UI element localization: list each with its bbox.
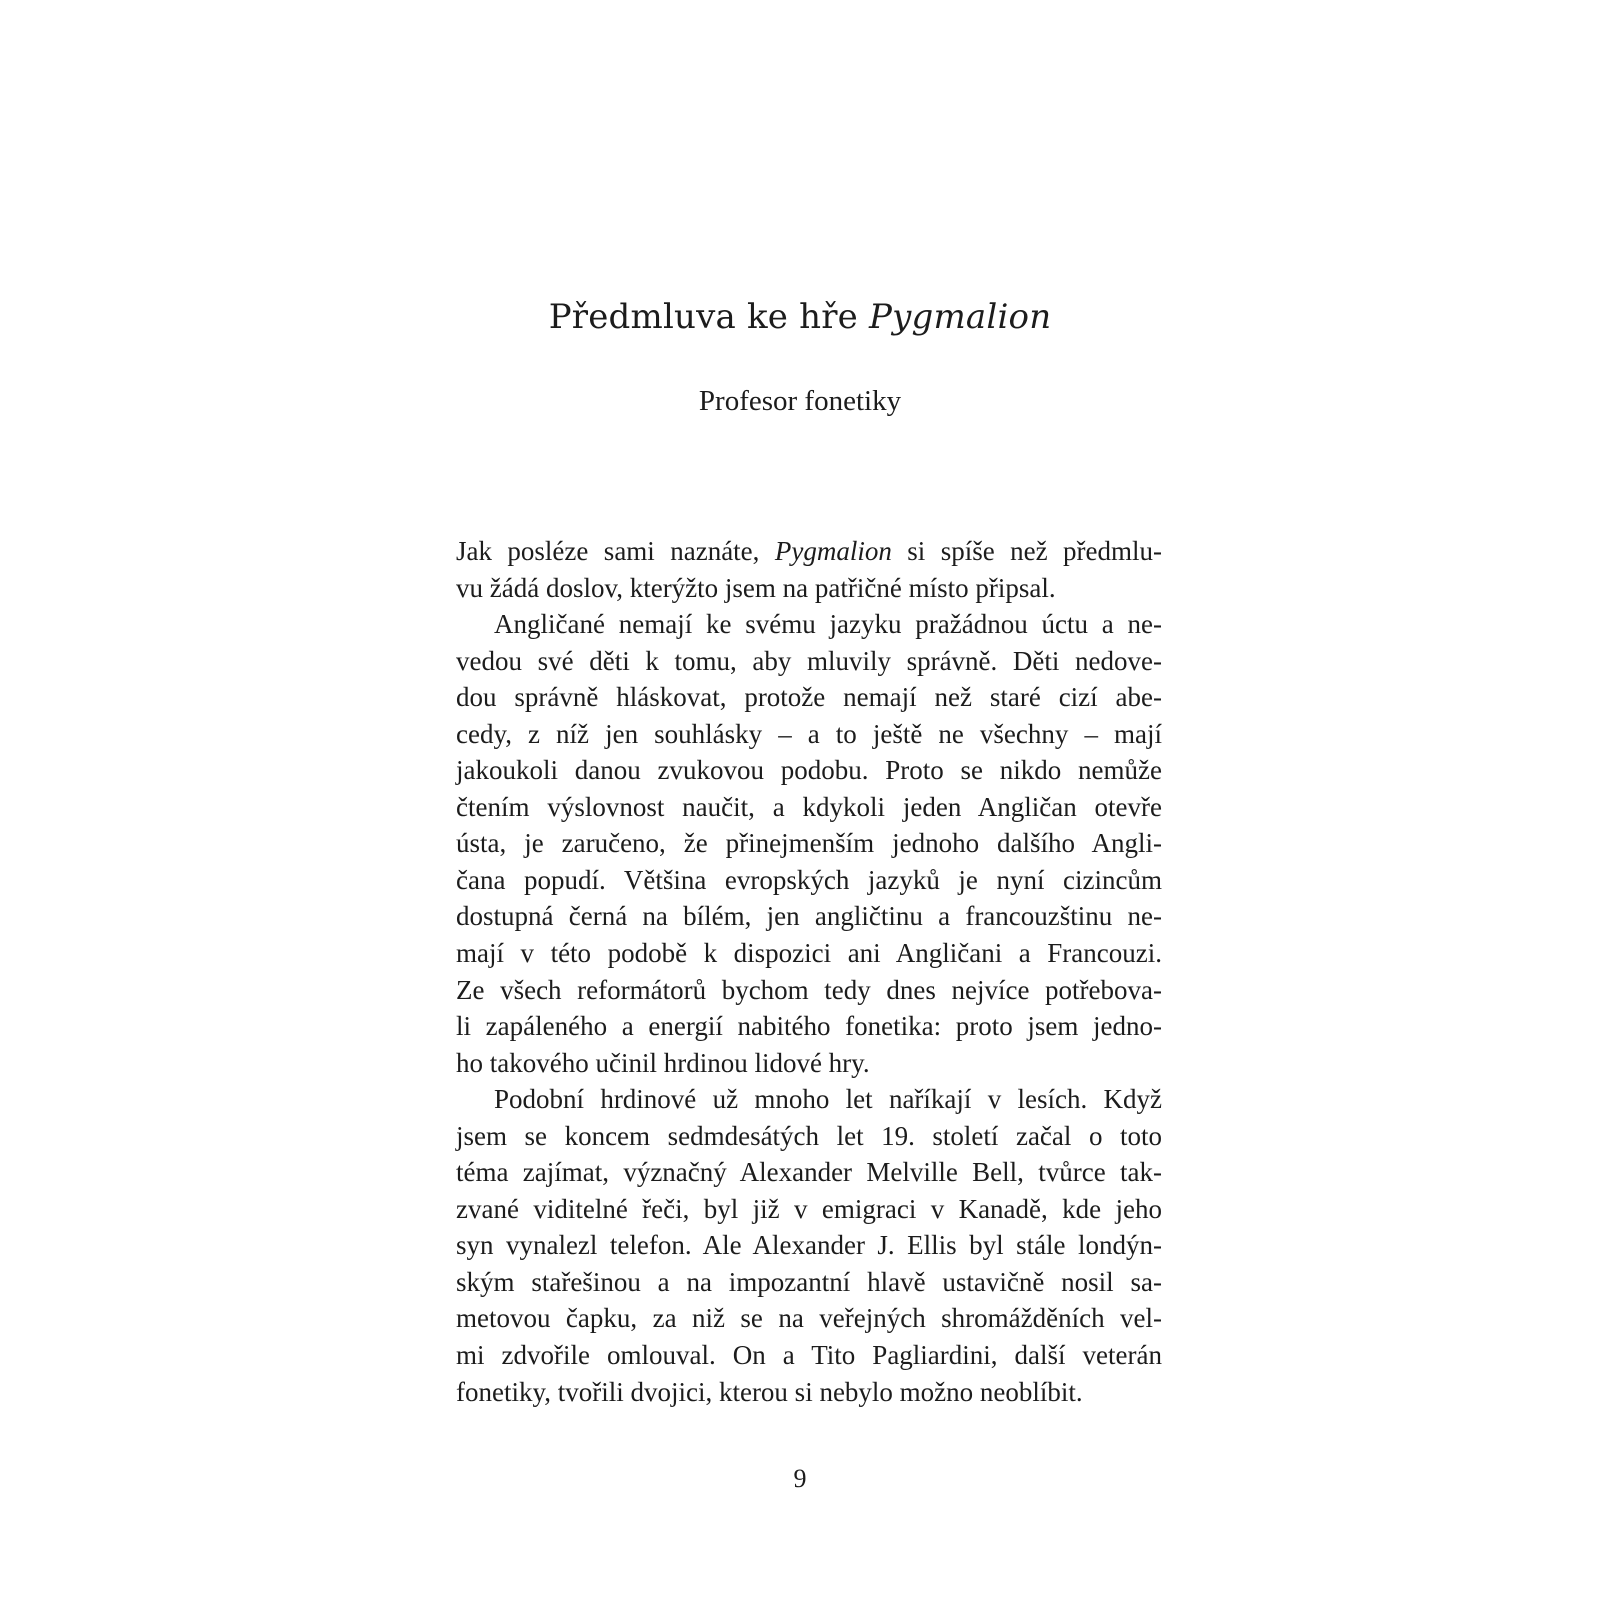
text-line: fonetiky, tvořili dvojici, kterou si nebylo možno neoblíbit.: [456, 1376, 1083, 1407]
text-line: vu žádá doslov, kterýžto jsem na patřičné místo připsal.: [456, 572, 1056, 603]
text-segment: Jak posléze sami naznáte,: [456, 536, 775, 566]
page-subtitle: Profesor fonetiky: [698, 385, 902, 417]
page-title: [0, 295, 1600, 339]
text-segment: si spíše než předmlu-: [891, 536, 1162, 566]
text-line: jakoukoli danou zvukovou podobu. Proto se nikdo nemůže: [456, 755, 1162, 786]
title-main: Předmluva ke hře: [548, 297, 859, 337]
text-line: syn vynalezl telefon. Ale Alexander J. Ellis byl stále londýn-: [456, 1230, 1162, 1261]
text-line: ho takového učinil hrdinou lidové hry.: [456, 1047, 870, 1078]
body-text: [456, 533, 1162, 1410]
text-line: téma zajímat, význačný Alexander Melville Bell, tvůrce tak-: [456, 1157, 1162, 1188]
text-line: vedou své děti k tomu, aby mluvily správně. Děti nedove-: [456, 645, 1162, 676]
text-line: li zapáleného a energií nabitého fonetika: proto jsem jedno-: [456, 1011, 1162, 1042]
text-line: čana popudí. Většina evropských jazyků je nyní cizincům: [456, 864, 1162, 895]
title-italic: Pygmalion: [869, 297, 1052, 337]
text-line: ským stařešinou a na impozantní hlavě ustavičně nosil sa-: [456, 1266, 1162, 1297]
text-line: čtením výslovnost naučit, a kdykoli jeden Angličan otevře: [456, 791, 1162, 822]
paragraph: [456, 1081, 1162, 1410]
text-line: mi zdvořile omlouval. On a Tito Pagliardini, další veterán: [456, 1340, 1162, 1371]
text-line: zvané viditelné řeči, byl již v emigraci v Kanadě, kde jeho: [456, 1193, 1162, 1224]
text-line: dostupná černá na bílém, jen angličtinu a francouzštinu ne-: [456, 901, 1162, 932]
text-line: Podobní hrdinové už mnoho let naříkají v lesích. Když: [494, 1084, 1162, 1115]
italic-title-ref: Pygmalion: [774, 536, 892, 566]
page-number: 9: [793, 1464, 807, 1493]
text-line: dou správně hláskovat, protože nemají než staré cizí abe-: [456, 682, 1162, 713]
text-line: cedy, z níž jen souhlásky – a to ještě ne všechny – mají: [456, 718, 1162, 749]
paragraph: [456, 533, 1162, 606]
text-line: Angličané nemají ke svému jazyku pražádnou úctu a ne-: [494, 609, 1162, 640]
text-line: metovou čapku, za niž se na veřejných shromážděních vel-: [456, 1303, 1162, 1334]
text-line: [456, 533, 1162, 570]
text-line: jsem se koncem sedmdesátých let 19. století začal o toto: [456, 1120, 1162, 1151]
paragraph: [456, 606, 1162, 1081]
text-line: mají v této podobě k dispozici ani Angličani a Francouzi.: [456, 938, 1162, 969]
text-line: Ze všech reformátorů bychom tedy dnes nejvíce potřebova-: [456, 974, 1162, 1005]
text-line: ústa, je zaručeno, že přinejmenším jednoho dalšího Angli-: [456, 828, 1162, 859]
